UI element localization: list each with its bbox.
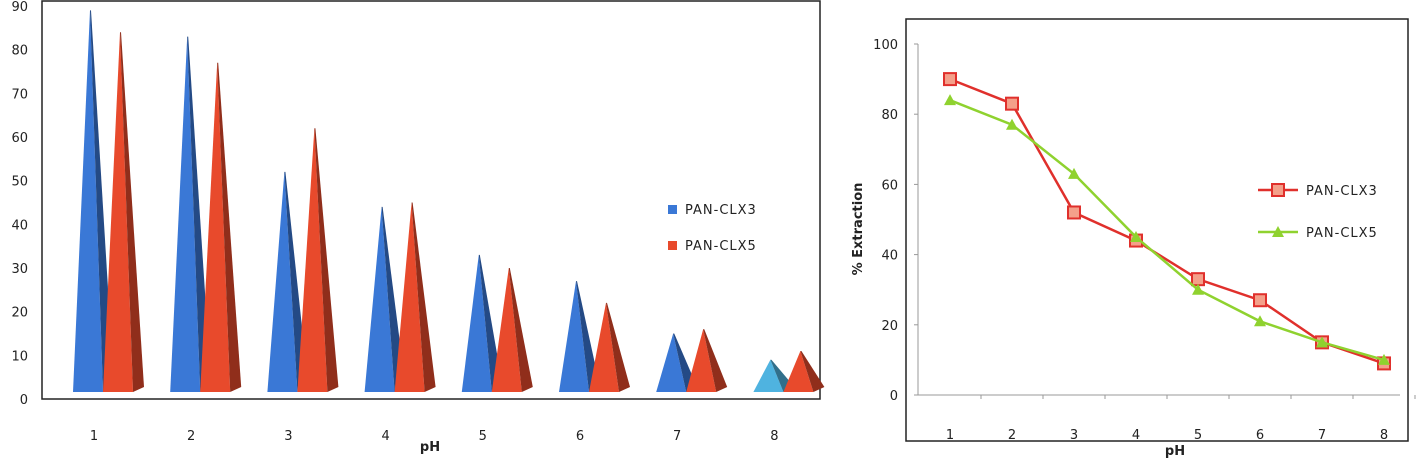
pyramid-bar-pan-clx5-5 <box>492 268 533 392</box>
line-x-tick-label: 2 <box>1007 428 1017 443</box>
line-legend-label-0: PAN-CLX3 <box>1306 184 1378 199</box>
pyramid-y-tick-label: 60 <box>11 131 28 146</box>
line-y-tick-label: 40 <box>881 248 898 264</box>
pyramid-legend-label-0: PAN-CLX3 <box>685 203 757 218</box>
pyramid-y-tick-label: 50 <box>11 174 28 190</box>
pyramid-y-tick-label: 10 <box>11 349 28 365</box>
line-point-triangle <box>1254 315 1266 326</box>
line-x-tick-label: 6 <box>1255 428 1265 443</box>
pyramid-x-tick-label: 2 <box>187 429 196 444</box>
pyramid-x-tick-label: 1 <box>89 429 99 444</box>
pyramid-legend-swatch-1 <box>668 241 677 250</box>
line-x-tick-label: 7 <box>1317 428 1327 443</box>
pyramid-bar-pan-clx5-3 <box>297 128 338 392</box>
line-y-ticks <box>873 38 918 404</box>
line-point-square <box>1006 98 1018 110</box>
pyramid-x-tick-label: 5 <box>478 429 487 444</box>
pyramid-x-tick-label: 7 <box>673 429 682 444</box>
pyramid-chart <box>11 0 824 455</box>
pyramid-bar-pan-clx5-4 <box>395 203 436 393</box>
pyramid-y-tick-label: 30 <box>11 262 28 277</box>
line-series-pan-clx3 <box>944 73 1390 369</box>
line-legend <box>1258 184 1378 241</box>
line-x-axis-label: pH <box>1164 444 1186 459</box>
pyramid-bar-pan-clx5-6 <box>589 303 630 392</box>
line-x-tick-label: 3 <box>1069 428 1079 443</box>
pyramid-y-tick-label: 80 <box>11 43 28 59</box>
pyramid-x-tick-label: 8 <box>770 429 779 444</box>
pyramid-x-tick-label: 6 <box>575 429 585 444</box>
line-legend-label-1: PAN-CLX5 <box>1306 226 1378 241</box>
line-point-square <box>1192 273 1204 285</box>
line-x-ticks <box>946 395 1415 443</box>
line-y-tick-label: 20 <box>881 318 898 334</box>
line-path <box>950 79 1384 363</box>
pyramid-y-tick-label: 70 <box>11 87 28 103</box>
pyramid-bars <box>73 10 824 392</box>
pyramid-y-tick-label: 20 <box>11 305 28 321</box>
pyramid-legend <box>668 203 757 254</box>
line-point-square <box>1254 294 1266 306</box>
line-y-tick-label: 60 <box>881 178 898 194</box>
pyramid-bar-pan-clx5-1 <box>103 32 144 392</box>
pyramid-x-tick-label: 4 <box>381 429 390 444</box>
line-point-square <box>944 73 956 85</box>
pyramid-y-tick-label: 90 <box>11 0 28 15</box>
pyramid-y-ticks <box>11 0 28 408</box>
pyramid-y-tick-label: 0 <box>19 393 28 408</box>
pyramid-bar-pan-clx5-8 <box>783 351 824 392</box>
line-x-tick-label: 4 <box>1131 428 1141 443</box>
line-y-axis-label: % Extraction <box>851 182 866 276</box>
line-series <box>944 73 1390 369</box>
line-y-tick-label: 80 <box>881 108 898 124</box>
line-point-triangle <box>944 94 956 105</box>
line-point-square <box>1068 206 1080 218</box>
line-legend-marker <box>1272 184 1284 196</box>
line-y-tick-label: 0 <box>889 389 898 404</box>
pyramid-bar-pan-clx5-2 <box>200 63 241 392</box>
pyramid-y-tick-label: 40 <box>11 218 28 234</box>
pyramid-bar-pan-clx5-7 <box>686 329 727 392</box>
pyramid-x-tick-label: 3 <box>284 429 293 444</box>
line-chart <box>851 19 1415 459</box>
pyramid-legend-label-1: PAN-CLX5 <box>685 239 757 254</box>
line-x-tick-label: 5 <box>1193 428 1203 443</box>
line-x-tick-label: 1 <box>945 428 955 443</box>
pyramid-x-axis-label: pH <box>419 440 441 455</box>
pyramid-legend-swatch-0 <box>668 205 677 214</box>
line-x-tick-label: 8 <box>1379 428 1389 443</box>
line-y-tick-label: 100 <box>873 38 898 53</box>
